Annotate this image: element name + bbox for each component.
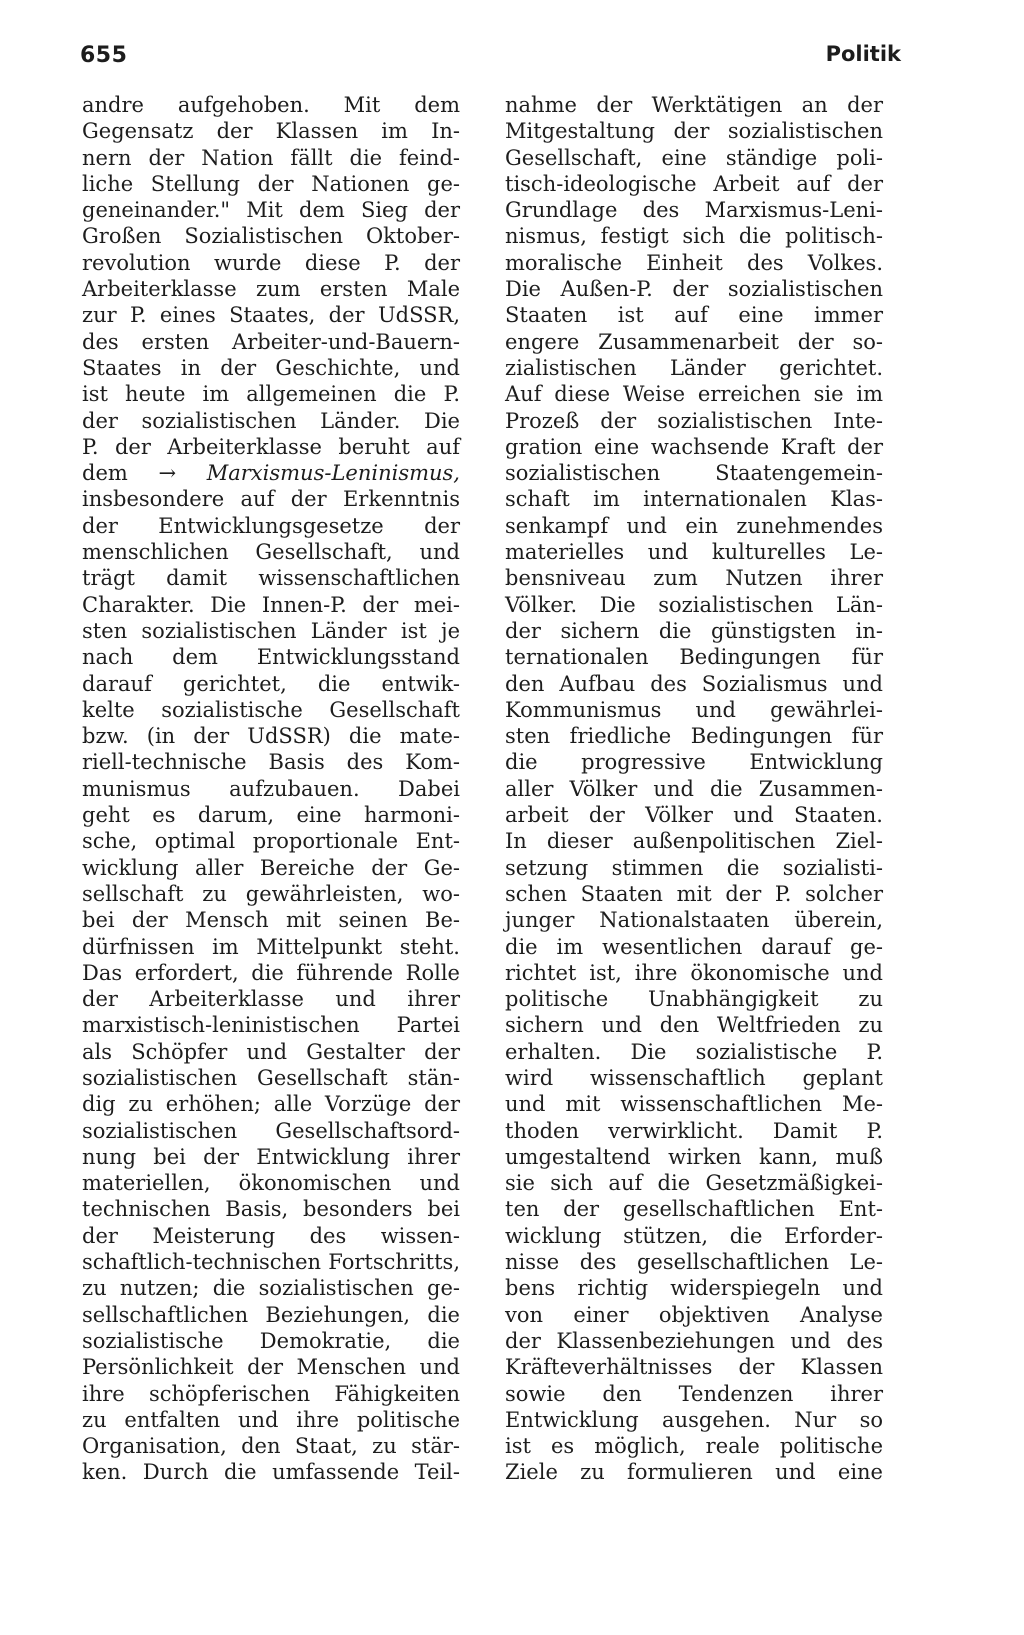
text-segment: der sozialistischen Länder. Die — [82, 408, 460, 433]
text-segment: richtet ist, ihre ökonomische und — [505, 960, 883, 985]
text-line — [82, 855, 460, 881]
text-line — [82, 776, 460, 802]
text-line — [82, 1407, 460, 1433]
text-line — [505, 118, 883, 144]
text-segment: der Entwicklungsgesetze der — [82, 513, 460, 538]
text-segment: Arbeiterklasse zum ersten Male — [82, 277, 460, 302]
cross-reference-term: Marxismus-Leninismus, — [206, 461, 460, 486]
text-line — [82, 92, 460, 118]
running-head-title: Politik — [825, 42, 901, 66]
text-line — [505, 408, 883, 434]
text-line — [82, 960, 460, 986]
text-segment: setzung stimmen die sozialisti- — [505, 855, 883, 880]
text-line — [505, 1249, 883, 1275]
text-segment: aller Völker und die Zusammen- — [505, 776, 883, 801]
text-line — [505, 1302, 883, 1328]
text-segment: Prozeß der sozialistischen Inte- — [505, 408, 883, 433]
text-line — [505, 171, 883, 197]
text-segment: die progressive Entwicklung — [505, 750, 883, 775]
text-segment: marxistisch-leninistischen Partei — [82, 1013, 460, 1038]
text-line — [505, 671, 883, 697]
text-line — [505, 644, 883, 670]
text-segment: nach dem Entwicklungsstand — [82, 645, 460, 670]
text-line — [82, 592, 460, 618]
text-line — [505, 1407, 883, 1433]
text-line — [505, 749, 883, 775]
text-line — [505, 145, 883, 171]
text-segment: Die Außen-P. der sozialistischen — [505, 277, 883, 302]
text-segment: Kräfteverhältnisses der Klassen — [505, 1355, 883, 1380]
text-segment: ihre schöpferischen Fähigkeiten — [82, 1381, 460, 1406]
text-segment: Auf diese Weise erreichen sie im — [505, 382, 883, 407]
text-line — [82, 1249, 460, 1275]
text-segment: nisse des gesellschaftlichen Le- — [505, 1250, 883, 1275]
text-line — [505, 1065, 883, 1091]
text-segment: geneinander." Mit dem Sieg der — [82, 198, 460, 223]
text-line — [505, 539, 883, 565]
text-segment: schaft im internationalen Klas- — [505, 487, 883, 512]
text-line — [505, 513, 883, 539]
text-segment: junger Nationalstaaten überein, — [505, 908, 883, 933]
text-segment: zur P. eines Staates, der UdSSR, — [82, 303, 460, 328]
text-line — [82, 460, 460, 486]
text-line — [82, 1459, 460, 1485]
text-segment: arbeit der Völker und Staaten. — [505, 803, 883, 828]
text-line — [82, 302, 460, 328]
text-line — [82, 723, 460, 749]
text-segment: erhalten. Die sozialistische P. — [505, 1039, 883, 1064]
text-segment: und mit wissenschaftlichen Me- — [505, 1092, 883, 1117]
text-segment: sozialistische Demokratie, die — [82, 1328, 460, 1353]
text-segment: materielles und kulturelles Le- — [505, 540, 883, 565]
text-line — [82, 486, 460, 512]
text-line — [82, 329, 460, 355]
text-line — [82, 408, 460, 434]
text-segment: der sichern die günstigsten in- — [505, 618, 883, 643]
text-segment: als Schöpfer und Gestalter der — [82, 1039, 460, 1064]
text-line — [505, 802, 883, 828]
text-line — [505, 223, 883, 249]
text-line — [82, 118, 460, 144]
text-line — [505, 276, 883, 302]
text-line — [82, 1381, 460, 1407]
text-segment: liche Stellung der Nationen ge- — [82, 171, 460, 196]
text-line — [82, 1433, 460, 1459]
text-segment: Großen Sozialistischen Oktober- — [82, 224, 460, 249]
text-line — [505, 592, 883, 618]
text-line — [82, 1223, 460, 1249]
text-segment: umgestaltend wirken kann, muß — [505, 1144, 883, 1169]
text-segment: thoden verwirklicht. Damit P. — [505, 1118, 883, 1143]
text-line — [505, 723, 883, 749]
text-segment: sellschaftlichen Beziehungen, die — [82, 1302, 460, 1327]
text-line — [505, 355, 883, 381]
text-line — [505, 1354, 883, 1380]
text-line — [82, 907, 460, 933]
text-segment: dem — [82, 461, 128, 486]
text-line — [505, 1328, 883, 1354]
text-line — [505, 828, 883, 854]
text-line — [505, 434, 883, 460]
text-segment: ist heute im allgemeinen die P. — [82, 382, 460, 407]
text-segment: Staaten ist auf eine immer — [505, 303, 883, 328]
text-line — [82, 1091, 460, 1117]
text-segment: Organisation, den Staat, zu stär- — [82, 1434, 460, 1459]
text-line — [82, 749, 460, 775]
text-segment: riell-technische Basis des Kom- — [82, 750, 460, 775]
text-segment: den Aufbau des Sozialismus und — [505, 671, 883, 696]
text-line — [82, 250, 460, 276]
text-segment: bens richtig widerspiegeln und — [505, 1276, 883, 1301]
text-segment: von einer objektiven Analyse — [505, 1302, 883, 1327]
text-segment: engere Zusammenarbeit der so- — [505, 329, 883, 354]
text-segment: zu entfalten und ihre politische — [82, 1407, 460, 1432]
text-segment: Entwicklung ausgehen. Nur so — [505, 1407, 883, 1432]
text-line — [82, 697, 460, 723]
text-line — [505, 92, 883, 118]
text-segment: schaftlich-technischen Fortschritts, — [82, 1250, 460, 1275]
text-line — [82, 1328, 460, 1354]
text-segment: bei der Mensch mit seinen Be- — [82, 908, 460, 933]
text-segment: der Meisterung des wissen- — [82, 1223, 460, 1248]
text-line — [82, 171, 460, 197]
page-number: 655 — [80, 43, 128, 68]
text-segment: ken. Durch die umfassende Teil- — [82, 1460, 460, 1485]
text-line — [82, 434, 460, 460]
text-segment: ternationalen Bedingungen für — [505, 645, 883, 670]
text-segment: der Arbeiterklasse und ihrer — [82, 987, 460, 1012]
text-segment: sche, optimal proportionale Ent- — [82, 829, 460, 854]
text-line — [505, 250, 883, 276]
text-line — [82, 618, 460, 644]
text-segment: menschlichen Gesellschaft, und — [82, 540, 460, 565]
text-line — [505, 486, 883, 512]
text-line — [82, 197, 460, 223]
text-line — [82, 513, 460, 539]
text-line — [82, 986, 460, 1012]
text-segment: P. der Arbeiterklasse beruht auf — [82, 434, 460, 459]
text-segment: Staates in der Geschichte, und — [82, 355, 460, 380]
text-segment: politische Unabhängigkeit zu — [505, 987, 883, 1012]
text-line — [505, 1091, 883, 1117]
cross-reference-arrow: → — [158, 461, 177, 486]
text-line — [505, 907, 883, 933]
text-line — [82, 802, 460, 828]
text-line — [505, 1223, 883, 1249]
text-line — [505, 1144, 883, 1170]
text-line — [82, 381, 460, 407]
text-line — [505, 381, 883, 407]
text-segment: materiellen, ökonomischen und — [82, 1171, 460, 1196]
text-line — [505, 1459, 883, 1485]
text-segment: Völker. Die sozialistischen Län- — [505, 592, 883, 617]
text-line — [82, 1275, 460, 1301]
text-segment: Charakter. Die Innen-P. der mei- — [82, 592, 460, 617]
text-line — [82, 539, 460, 565]
text-segment: ist es möglich, reale politische — [505, 1434, 883, 1459]
text-segment: Das erfordert, die führende Rolle — [82, 960, 460, 985]
text-segment: darauf gerichtet, die entwik- — [82, 671, 460, 696]
text-line — [505, 565, 883, 591]
text-segment: nung bei der Entwicklung ihrer — [82, 1144, 460, 1169]
text-column-left — [82, 92, 460, 1486]
text-segment: dig zu erhöhen; alle Vorzüge der — [82, 1092, 460, 1117]
text-line — [82, 145, 460, 171]
text-line — [82, 565, 460, 591]
text-segment: sozialistischen Gesellschaft stän- — [82, 1065, 460, 1090]
text-segment: sowie den Tendenzen ihrer — [505, 1381, 883, 1406]
text-line — [82, 276, 460, 302]
text-segment: revolution wurde diese P. der — [82, 250, 460, 275]
text-line — [505, 776, 883, 802]
text-segment: wicklung stützen, die Erforder- — [505, 1223, 883, 1248]
text-column-right — [505, 92, 883, 1486]
text-line — [82, 1012, 460, 1038]
text-line — [505, 881, 883, 907]
text-segment: sellschaft zu gewährleisten, wo- — [82, 881, 460, 906]
text-line — [505, 618, 883, 644]
text-segment: trägt damit wissenschaftlichen — [82, 566, 460, 591]
text-line — [505, 329, 883, 355]
text-line — [82, 355, 460, 381]
text-segment: Grundlage des Marxismus-Leni- — [505, 198, 883, 223]
text-line — [82, 223, 460, 249]
text-line — [505, 855, 883, 881]
text-segment: geht es darum, eine harmoni- — [82, 803, 460, 828]
text-segment: Ziele zu formulieren und eine — [505, 1460, 883, 1485]
text-line — [505, 1039, 883, 1065]
text-segment: Mitgestaltung der sozialistischen — [505, 119, 883, 144]
text-segment: sichern und den Weltfrieden zu — [505, 1013, 883, 1038]
text-segment: die im wesentlichen darauf ge- — [505, 934, 883, 959]
text-segment: munismus aufzubauen. Dabei — [82, 776, 460, 801]
text-line — [505, 302, 883, 328]
text-segment: moralische Einheit des Volkes. — [505, 250, 883, 275]
text-segment: nismus, festigt sich die politisch- — [505, 224, 883, 249]
text-segment: wicklung aller Bereiche der Ge- — [82, 855, 460, 880]
text-segment: Gesellschaft, eine ständige poli- — [505, 145, 883, 170]
text-segment: ten der gesellschaftlichen Ent- — [505, 1197, 883, 1222]
text-segment: wird wissenschaftlich geplant — [505, 1065, 883, 1090]
text-line — [505, 460, 883, 486]
text-segment: senkampf und ein zunehmendes — [505, 513, 883, 538]
text-line — [505, 1170, 883, 1196]
text-line — [505, 1012, 883, 1038]
text-line — [505, 934, 883, 960]
text-segment: bensniveau zum Nutzen ihrer — [505, 566, 883, 591]
text-line — [82, 1302, 460, 1328]
text-line — [505, 1196, 883, 1222]
text-segment: sten sozialistischen Länder ist je — [82, 618, 460, 643]
text-line — [82, 1065, 460, 1091]
text-segment: tisch-ideologische Arbeit auf der — [505, 171, 883, 196]
text-line — [505, 960, 883, 986]
text-line — [82, 1196, 460, 1222]
text-segment: technischen Basis, besonders bei — [82, 1197, 460, 1222]
text-line — [505, 1433, 883, 1459]
text-line — [505, 697, 883, 723]
text-line — [505, 986, 883, 1012]
text-line — [82, 934, 460, 960]
text-segment: sie sich auf die Gesetzmäßigkei- — [505, 1171, 883, 1196]
text-segment: bzw. (in der UdSSR) die mate- — [82, 724, 460, 749]
text-segment: des ersten Arbeiter-und-Bauern- — [82, 329, 460, 354]
text-segment: gration eine wachsende Kraft der — [505, 434, 883, 459]
text-segment: zu nutzen; die sozialistischen ge- — [82, 1276, 460, 1301]
text-line — [82, 1118, 460, 1144]
text-line — [505, 1381, 883, 1407]
text-segment: Persönlichkeit der Menschen und — [82, 1355, 460, 1380]
text-segment: Kommunismus und gewährlei- — [505, 697, 883, 722]
text-line — [82, 1039, 460, 1065]
text-segment: sozialistischen Staatengemein- — [505, 461, 883, 486]
text-line — [82, 881, 460, 907]
text-segment: sozialistischen Gesellschaftsord- — [82, 1118, 460, 1143]
text-line — [82, 1354, 460, 1380]
text-segment: sten friedliche Bedingungen für — [505, 724, 883, 749]
text-segment: schen Staaten mit der P. solcher — [505, 881, 883, 906]
text-line — [505, 1275, 883, 1301]
text-line — [82, 828, 460, 854]
text-segment: Gegensatz der Klassen im In- — [82, 119, 460, 144]
text-line — [82, 644, 460, 670]
text-segment: nahme der Werktätigen an der — [505, 93, 883, 117]
text-segment: andre aufgehoben. Mit dem — [82, 93, 460, 117]
text-segment: insbesondere auf der Erkenntnis — [82, 487, 460, 512]
text-segment: der Klassenbeziehungen und des — [505, 1328, 883, 1353]
text-line — [505, 1118, 883, 1144]
text-segment: kelte sozialistische Gesellschaft — [82, 697, 460, 722]
text-segment: nern der Nation fällt die feind- — [82, 145, 460, 170]
text-line — [82, 1144, 460, 1170]
text-segment: dürfnissen im Mittelpunkt steht. — [82, 934, 460, 959]
text-segment: In dieser außenpolitischen Ziel- — [505, 829, 883, 854]
text-line — [82, 1170, 460, 1196]
text-line — [505, 197, 883, 223]
text-segment: zialistischen Länder gerichtet. — [505, 355, 883, 380]
text-line — [82, 671, 460, 697]
